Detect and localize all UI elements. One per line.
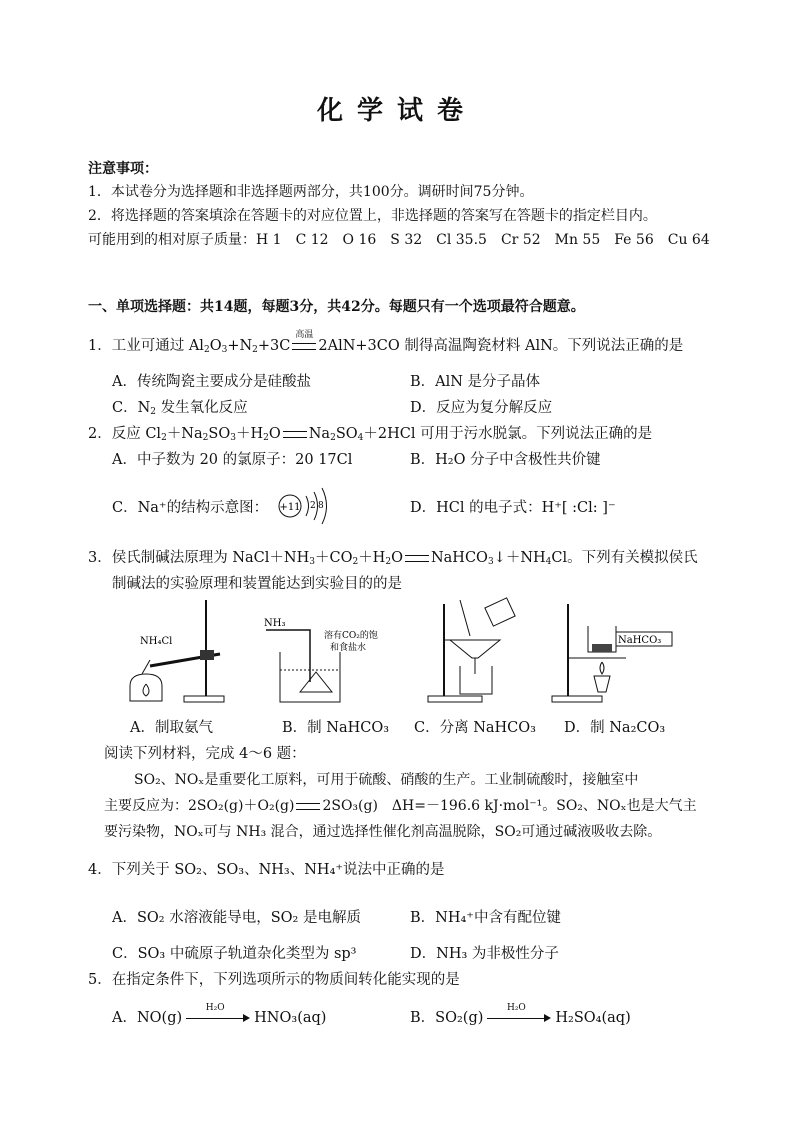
question-3-stem-line-2: 制碱法的实验原理和装置能达到实验目的的是 — [112, 576, 402, 592]
reading-paragraph-line-3: 要污染物，NOₓ可与 NH₃ 混合，通过选择性催化剂高温脱除，SO₂可通过碱液吸收去除。 — [104, 824, 662, 840]
question-2-option-c[interactable]: C．Na⁺的结构示意图： — [112, 500, 269, 516]
reaction-condition: 高温 — [290, 338, 318, 354]
question-5-stem: 5．在指定条件下，下列选项所示的物质间转化能实现的是 — [88, 972, 460, 988]
question-2-stem: 2．反应 $Cl_2+Na_2SO_3+H_2O$ $Na_2SO_4+2HCl$ 可用于污水脱氯。下列说法正确的是 — [88, 426, 653, 443]
nucleus-charge: +11 — [279, 502, 301, 513]
label-nahco3: NaHCO₃ — [618, 635, 662, 646]
label-solution-2: 和食盐水 — [330, 643, 367, 653]
notes-heading: 注意事项： — [88, 161, 158, 177]
question-2-option-d[interactable]: D．HCl 的电子式：H⁺[ :Cl: ]⁻ — [410, 500, 616, 516]
question-5-option-b[interactable]: B．SO₂(g) H₂O H₂SO₄(aq) — [410, 1003, 631, 1026]
question-4-stem: 4．下列关于 SO₂、SO₃、NH₃、NH₄⁺说法中正确的是 — [88, 862, 445, 878]
question-4-option-b[interactable]: B．NH₄⁺中含有配位键 — [410, 910, 561, 926]
shell-1-count: 2 — [310, 501, 316, 511]
question-3-stem-line-1: 3．侯氏制碱法原理为 $NaCl+NH_3+CO_2+H_2O$ $NaHCO_3↓+NH_4Cl$。下列有关模拟侯氏 — [88, 550, 698, 567]
question-3-option-a[interactable]: A．制取氨气 — [130, 720, 213, 736]
apparatus-a-ammonia-prep — [120, 596, 230, 706]
question-1-option-a[interactable]: A．传统陶瓷主要成分是硅酸盐 — [112, 374, 311, 390]
reading-paragraph-line-2: 主要反应为：2SO₂(g)＋O₂(g) 2SO₃(g) ΔH=－196.6 kJ·mol⁻¹。SO₂、NOₓ也是大气主 — [104, 798, 697, 814]
reaction-arrow-b: H₂O — [487, 1011, 551, 1025]
question-3-option-c[interactable]: C．分离 NaHCO₃ — [414, 720, 536, 736]
page-title: 化学试卷 — [316, 96, 477, 126]
question-3-option-b[interactable]: B．制 NaHCO₃ — [282, 720, 390, 736]
section-1-heading: 一、单项选择题：共14题，每题3分，共42分。每题只有一个选项最符合题意。 — [88, 299, 585, 315]
notes-line-2: 2．将选择题的答案填涂在答题卡的对应位置上，非选择题的答案写在答题卡的指定栏目内。 — [88, 208, 657, 224]
apparatus-d-na2co3-prep — [546, 596, 676, 706]
question-4-option-d[interactable]: D．NH₃ 为非极性分子 — [410, 946, 559, 962]
na-ion-structure-diagram — [276, 486, 332, 526]
question-1-option-d[interactable]: D．反应为复分解反应 — [410, 400, 553, 416]
question-5-option-a[interactable]: A．NO(g) H₂O HNO₃(aq) — [112, 1003, 327, 1026]
apparatus-b-nahco3-prep — [260, 612, 380, 706]
question-2-option-b[interactable]: B．H₂O 分子中含极性共价键 — [410, 452, 601, 468]
apparatus-c-filtration — [420, 596, 530, 706]
reading-intro: 阅读下列材料，完成 4～6 题： — [104, 746, 306, 762]
label-nh3: NH₃ — [264, 618, 286, 629]
atomic-masses: 可能用到的相对原子质量：H 1 C 12 O 16 S 32 Cl 35.5 Cr 52 Mn 55 Fe 56 Cu 64 — [88, 232, 710, 248]
question-4-option-a[interactable]: A．SO₂ 水溶液能导电，SO₂ 是电解质 — [112, 910, 361, 926]
question-1-stem: 1．工业可通过 $Al_2O_3+N_2+3C$ 高温 2AlN+3CO 制得高温陶瓷材料 AlN。下列说法正确的是 — [88, 330, 684, 355]
question-1-option-c[interactable]: C．$N_2$ 发生氧化反应 — [112, 400, 248, 417]
question-1-option-b[interactable]: B．AlN 是分子晶体 — [410, 374, 541, 390]
shell-2-count: 8 — [318, 501, 324, 511]
question-2-option-a[interactable]: A．中子数为 20 的氯原子：20 17Cl — [112, 452, 353, 468]
reading-paragraph-line-1: SO₂、NOₓ是重要化工原料，可用于硫酸、硝酸的生产。工业制硫酸时，接触室中 — [134, 772, 639, 788]
question-3-option-d[interactable]: D．制 Na₂CO₃ — [564, 720, 666, 736]
reaction-arrow-a: H₂O — [186, 1011, 250, 1025]
question-4-option-c[interactable]: C．SO₃ 中硫原子轨道杂化类型为 sp³ — [112, 946, 357, 962]
notes-line-1: 1．本试卷分为选择题和非选择题两部分，共100分。调研时间75分钟。 — [88, 184, 534, 200]
label-solution-1: 溶有CO₂的饱 — [324, 631, 378, 641]
label-nh4cl: NH₄Cl — [140, 636, 173, 647]
